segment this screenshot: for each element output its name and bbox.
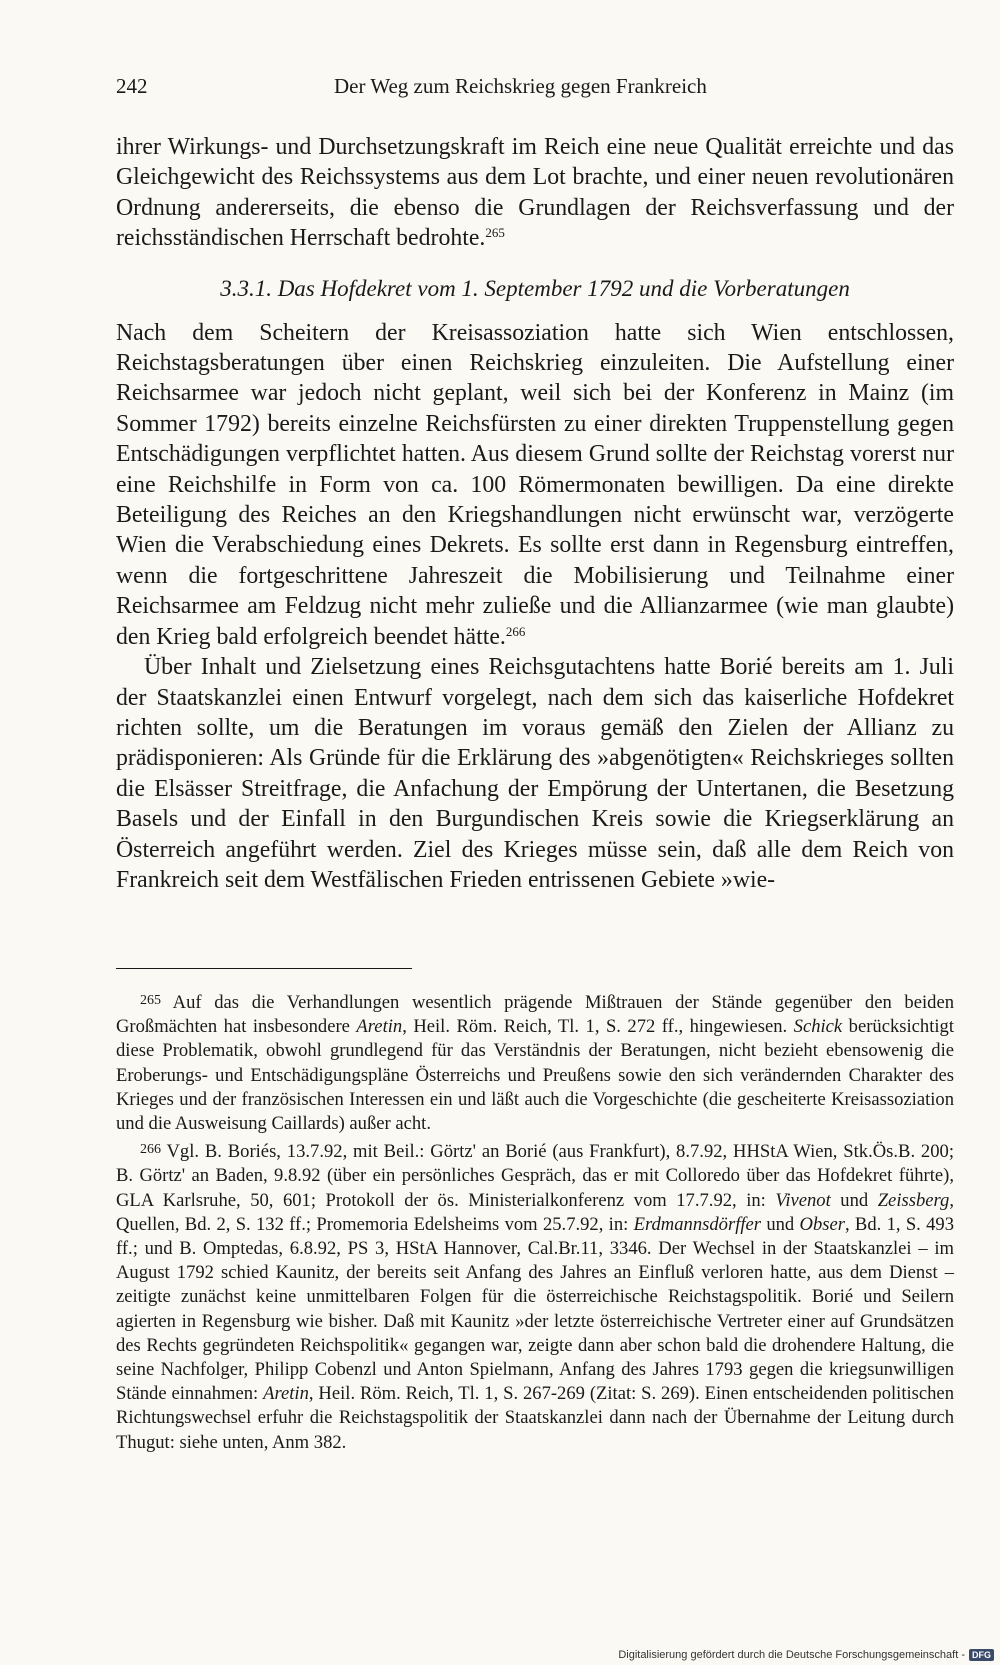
paragraph-2: [116, 318, 954, 652]
footnote-number: 266: [140, 1142, 161, 1158]
footnotes: [116, 989, 954, 1457]
paragraph-3: [116, 652, 954, 895]
footnote-segment: , Heil. Röm. Reich, Tl. 1, S. 272 ff., hingewiesen.: [402, 1016, 794, 1038]
paragraph-2-text: Nach dem Scheitern der Kreisassoziation hatte sich Wien entschlossen, Reichstagsberatungen über einen Reichskrieg einzuleiten. Die Aufstellung einer Reichsarmee war jedoch nicht geplant, weil sich bei der Konferenz in Mainz (im Sommer 1792) bereits einzelne Reichsfürsten zu einer direkten Truppenstellung gegen Entschädigungen verpflichtet hatten. Aus diesem Grund sollte der Reichstag vorerst nur eine Reichshilfe in Form von ca. 100 Römermonaten bewilligen. Da eine direkte Beteiligung des Reiches an den Kriegshandlungen nicht erwünscht war, verzögerte Wien die Verabschiedung eines Dekrets. Es sollte erst dann in Regensburg eintreffen, wenn die fortgeschrittene Jahreszeit die Mobilisierung und Teilnahme einer Reichsarmee am Feldzug nicht mehr zuließe und die Allianzarmee (wie man glaubte) den Krieg bald erfolgreich beendet hätte.: [116, 319, 954, 650]
footnote-separator: [116, 968, 412, 969]
footnote-segment: und: [830, 1189, 878, 1211]
footnote-text: [116, 1141, 954, 1452]
credit-text: Digitalisierung gefördert durch die Deutsche Forschungsgemeinschaft -: [618, 1649, 965, 1661]
cited-author: Aretin: [356, 1016, 403, 1038]
digitization-credit: [618, 1649, 994, 1661]
page-header: [116, 74, 946, 110]
cited-author: Vivenot: [775, 1189, 831, 1211]
footnote-266: [116, 1138, 954, 1455]
footnote-segment: Vgl. B. Boriés, 13.7.92, mit Beil.: Görtz' an Borié (aus Frankfurt), 8.7.92, HHStA Wien, Stk.Ös.B. 200; B. Görtz' an Baden, 9.8.92 (über ein persönliches Gespräch, das er mit Colloredo über das Hofdekret führte), GLA Karlsruhe, 50, 601; Protokoll der ös. Ministerialkonferenz vom 17.7.92, in:: [116, 1141, 954, 1211]
dfg-logo: DFG: [969, 1649, 994, 1661]
footnote-segment: Auf das die Verhandlungen wesentlich prägende Mißtrauen der Stände gegenüber den beiden Großmächten hat insbesondere: [116, 992, 954, 1038]
footnote-text: [116, 992, 954, 1134]
footnote-number: 265: [140, 993, 161, 1008]
footnote-segment: , Heil. Röm. Reich, Tl. 1, S. 267-269 (Zitat: S. 269). Einen entscheidenden politischen Richtungswechsel erfuhr die Reichstagspolitik der Staatskanzlei dann nach der Übernahme der Leitung durch Thugut: siehe unten, Anm 382.: [116, 1383, 954, 1453]
footnote-segment: berücksichtigt diese Problematik, obwohl grundlegend für das Verständnis der Beratungen, nicht bezieht ebensowenig die Eroberungs- und Entschädigungspläne Österreichs und Preußens sowie den sich verändernden Charakter des Krieges und der französischen Interessen ein und läßt auch die Vorgeschichte (die gescheiterte Kreisassoziation und die Ausweisung Caillards) außer acht.: [116, 1016, 955, 1135]
footnote-segment: , Bd. 1, S. 493 ff.; und B. Omptedas, 6.8.92, PS 3, HStA Hannover, Cal.Br.11, 3346. Der Wechsel in der Staatskanzlei – im August 1792 schied Kaunitz, der bereits seit Anfang des Jahres an Einfluß verloren hatte, aus dem Dienst – zeitigte zunächst keine unmittelbaren Folgen für die österreichische Reichstagspolitik. Borié und Seilern agierten in Regensburg wie bisher. Daß mit Kaunitz »der letzte österreichische Vertreter einer auf Grundsätzen des Rechts gegründeten Reichspolitik« gegangen war, zeigte dann aber schon bald die drohendere Haltung, die seine Nachfolger, Philipp Cobenzl und Anton Spielmann, Anfang des Jahres 1793 gegen die kriegsunwilligen Stände einnahmen:: [116, 1213, 954, 1405]
section-heading: 3.3.1. Das Hofdekret vom 1. September 1792 und die Vorberatungen: [220, 275, 850, 301]
page-number: 242: [116, 74, 148, 98]
footnote-segment: und: [761, 1213, 800, 1235]
cited-author: Aretin: [263, 1383, 309, 1405]
footnote-265: [116, 989, 954, 1136]
paragraph-3-text: Über Inhalt und Zielsetzung eines Reichsgutachtens hatte Borié bereits am 1. Juli der Staatskanzlei einen Entwurf vorgelegt, nach dem sich das kaiserliche Hofdekret richten sollte, um die Beratungen im voraus gemäß den Zielen der Allianz zu prädisponieren: Als Gründe für die Erklärung des »abgenötigten« Reichskrieges sollten die Elsässer Streitfrage, die Anfachung der Empörung der Untertanen, die Besetzung Basels und der Einfall in den Burgundischen Kreis sowie die Kriegserklärung an Österreich angeführt werden. Ziel des Krieges müsse sein, daß alle dem Reich von Frankreich seit dem Westfälischen Frieden entrissenen Gebiete »wie-: [116, 654, 954, 893]
footnote-ref-265[interactable]: 265: [485, 225, 505, 241]
running-title: Der Weg zum Reichskrieg gegen Frankreich: [334, 74, 707, 98]
footnote-segment: , Quellen, Bd. 2, S. 132 ff.; Promemoria Edelsheims vom 25.7.92, in:: [116, 1189, 954, 1235]
main-text: [116, 132, 954, 895]
cited-author: Erdmannsdörffer: [633, 1213, 762, 1235]
cited-author: Obser: [799, 1213, 845, 1235]
paragraph-1-text: ihrer Wirkungs- und Durchsetzungskraft im Reich eine neue Qualität erreichte und das Gleichgewicht des Reichssystems aus dem Lot brachte, und einer neuen revolutionären Ordnung andererseits, die ebenso die Grundlagen der Reichsverfassung und der reichsständischen Herrschaft bedrohte.: [116, 134, 954, 252]
paragraph-1: [116, 132, 954, 254]
cited-author: Zeissberg: [877, 1189, 950, 1211]
cited-author: Schick: [793, 1016, 843, 1038]
footnote-ref-266[interactable]: 266: [505, 623, 526, 639]
